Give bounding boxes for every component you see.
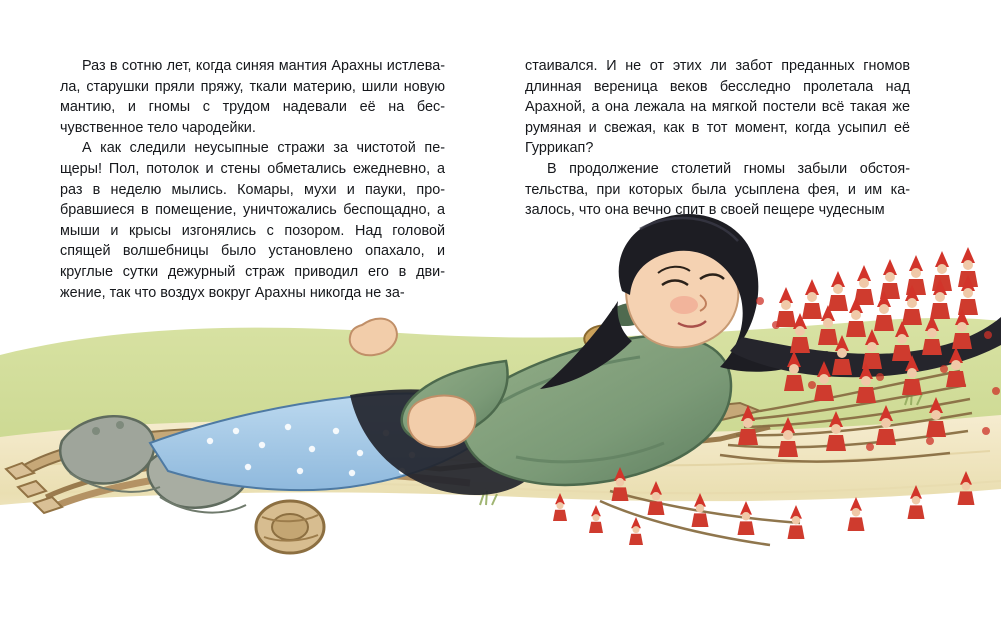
sledge-wheel — [256, 501, 324, 553]
paragraph: стаивался. И не от этих ли забот преданных гномов длинная вереница веков бесследно пролетала над Арахной, а она лежала на мягкой постели всё такая же румяная и свежая, как в тот момент, когда усыпил её Гуррикап? — [525, 58, 910, 157]
paragraph: В продолжение столетий гномы забыли обстоятельства, при которых была усыплена фея, и им казалось, что она вечно спит в своей пещере чудесным — [525, 160, 910, 219]
paragraph: Раз в сотню лет, когда синяя мантия Арахны истлевала, старушки пряли пряжу, ткали материю, шили новую мантию, и гномы с трудом надевали её на бесчувственное тело чародейки. — [60, 58, 445, 136]
sleeping-sorceress-and-gnomes-illustration — [0, 205, 1001, 637]
paragraph: А как следили неусыпные стражи за чистотой пещеры! Пол, потолок и стены обметались ежедневно, а раз в неделю мылись. Комары, мухи и пауки, пробравшиеся в помещение, уничтожались беспощадно, а мыши и крысы изгонялись с позором. Над головой спящей волшебницы было установлено опахало, и круглые сутки дежурный страж приводил его в движение, так что воздух вокруг Арахны никогда не за- — [60, 140, 445, 301]
